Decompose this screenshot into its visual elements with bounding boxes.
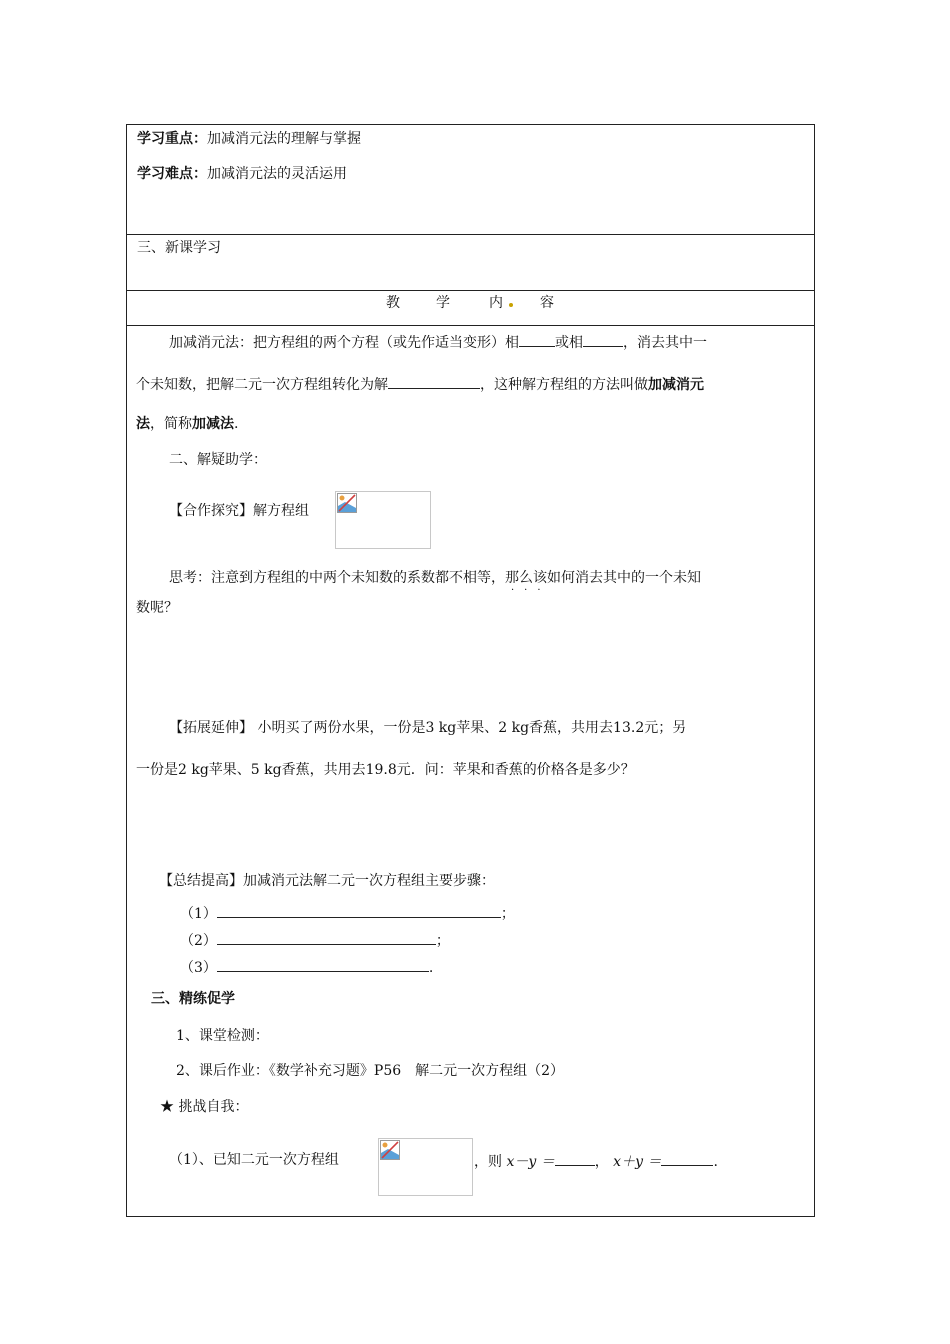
difficulty-row <box>137 165 347 183</box>
equation-image <box>378 1138 473 1196</box>
question-1-rest <box>474 1151 718 1171</box>
step-number: （2） <box>180 933 217 949</box>
expression-x-minus-y: x－y ＝ <box>506 1154 555 1170</box>
fill-blank[interactable] <box>217 957 429 972</box>
equation-image <box>335 491 431 549</box>
extend-line-1 <box>169 719 686 737</box>
practice-item-2: 2、课后作业：《数学补充习题》P56 解二元一次方程组（2） <box>176 1063 565 1079</box>
definition-short-term: 加减法 <box>192 416 234 432</box>
content-heading-3: 内 <box>489 295 503 311</box>
broken-image-icon <box>337 493 357 513</box>
think-text-b: ，那么该如何消去其中的一个未知 <box>491 570 701 586</box>
definition-text-c: ，消去其中一 <box>623 335 707 351</box>
summary-title: 【总结提高】加减消元法解二元一次方程组主要步骤： <box>159 873 495 889</box>
summary-step-3 <box>180 957 433 977</box>
question-1-prefix: （1）、已知二元一次方程组 <box>169 1152 339 1168</box>
think-line-2: 数呢？ <box>136 600 178 616</box>
definition-text-b: 或相 <box>555 335 583 351</box>
definition-term-end: 法 <box>136 416 150 432</box>
summary-step-2 <box>180 930 450 950</box>
row-divider <box>126 234 815 235</box>
row-divider <box>126 290 815 291</box>
separator: ， <box>594 1154 609 1170</box>
difficulty-text: 加减消元法的灵活运用 <box>207 166 347 182</box>
fill-blank[interactable] <box>519 332 555 347</box>
step-number: （1） <box>180 906 217 922</box>
definition-text-e: ，这种解方程组的方法叫做 <box>480 377 648 393</box>
challenge-title: ★ 挑战自我： <box>160 1099 249 1115</box>
row-divider <box>126 325 815 326</box>
cooperate-text: 【合作探究】解方程组 <box>169 503 309 519</box>
question-1-then: ，则 <box>474 1154 502 1170</box>
lesson-table <box>126 124 815 1217</box>
fill-blank[interactable] <box>555 1151 595 1166</box>
content-heading-2: 学 <box>436 295 450 311</box>
focus-label: 学习重点： <box>137 131 207 147</box>
focus-text: 加减消元法的理解与掌握 <box>207 131 361 147</box>
think-text-a: 思考：注意到方程组的中两个未知数的系数都 <box>169 570 449 586</box>
step-number: （3） <box>180 960 217 976</box>
step-end: . <box>428 960 434 976</box>
expression-x-plus-y: x＋y ＝ <box>613 1154 662 1170</box>
broken-image-icon <box>380 1140 400 1160</box>
period: . <box>713 1154 718 1170</box>
content-heading-4: 容 <box>540 295 554 311</box>
focus-row <box>137 130 361 148</box>
section-new-lesson: 三、新课学习 <box>137 240 221 256</box>
fill-blank[interactable] <box>217 930 436 945</box>
extend-line-2: 一份是2 kg苹果、5 kg香蕉，共用去19.8元．问：苹果和香蕉的价格各是多少？ <box>136 762 635 778</box>
definition-text-a: 加减消元法：把方程组的两个方程（或先作适当变形）相 <box>169 335 519 351</box>
definition-line-2 <box>136 374 704 394</box>
decorative-dot <box>509 303 513 307</box>
section-doubt: 二、解疑助学： <box>169 452 267 468</box>
fill-blank[interactable] <box>217 903 501 918</box>
definition-line-1 <box>169 332 707 352</box>
emphasis-dots: ··· <box>511 585 551 596</box>
definition-text-d: 个未知数，把解二元一次方程组转化为解 <box>136 377 388 393</box>
content-heading-1: 教 <box>386 295 400 311</box>
extend-text-1: 【拓展延伸】 小明买了两份水果，一份是3 kg苹果、2 kg香蕉，共用去13.2元；另 <box>169 720 687 736</box>
step-end: ； <box>435 933 450 949</box>
practice-title: 三、精练促学 <box>151 991 235 1007</box>
difficulty-label: 学习难点： <box>137 166 207 182</box>
definition-line-3 <box>136 415 238 433</box>
period: . <box>234 416 239 432</box>
fill-blank[interactable] <box>388 374 480 389</box>
definition-term: 加减消元 <box>648 377 704 393</box>
think-line-1 <box>169 569 701 587</box>
definition-text-f: ，简称 <box>150 416 192 432</box>
fill-blank[interactable] <box>583 332 623 347</box>
fill-blank[interactable] <box>661 1151 713 1166</box>
practice-item-1: 1、课堂检测： <box>176 1028 269 1044</box>
think-emphasis: 不相等 <box>449 570 491 586</box>
step-end: ； <box>500 906 515 922</box>
summary-step-1 <box>180 903 515 923</box>
